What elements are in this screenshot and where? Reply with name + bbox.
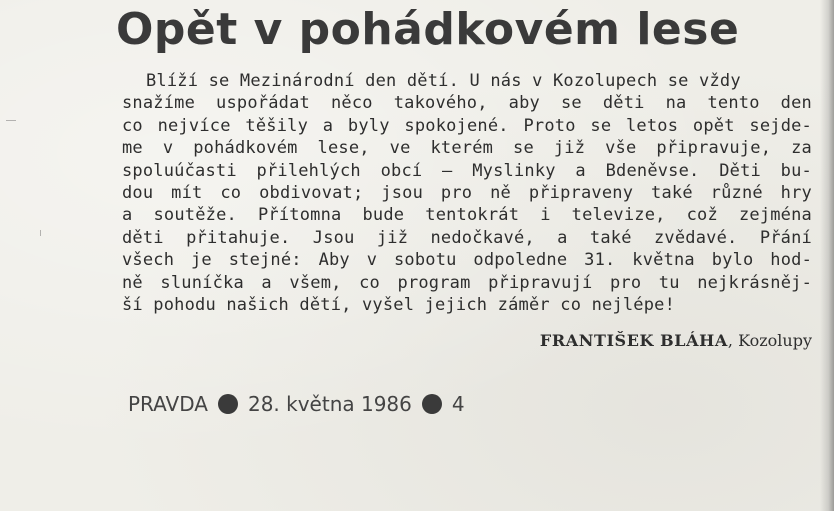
issue-date: 28. května 1986 — [247, 392, 412, 416]
body-line: a soutěže. Přítomna bude tentokrát i televize, což zejména — [122, 205, 812, 226]
article-byline — [540, 330, 812, 352]
scan-mark — [6, 120, 16, 121]
body-line: co nejvíce těšily a byly spokojené. Proto se letos opět sejde- — [122, 115, 812, 136]
body-line: ně sluníčka a všem, co program připravují pro tu nejkrásněj- — [122, 272, 812, 293]
newspaper-name: PRAVDA — [128, 392, 208, 416]
bullet-icon — [422, 394, 442, 414]
scan-mark — [40, 230, 41, 236]
newspaper-footer — [128, 390, 465, 418]
byline-place: , Kozolupy — [727, 331, 812, 350]
article-headline: Opět v pohádkovém lese — [116, 4, 740, 55]
body-line: dou mít co obdivovat; jsou pro ně připraveny také různé hry — [122, 182, 812, 203]
body-line: děti přitahuje. Jsou již nedočkavé, a také zvědavé. Přání — [122, 227, 812, 248]
byline-author: FRANTIŠEK BLÁHA — [539, 331, 728, 350]
body-line: všech je stejné: Aby v sobotu odpoledne 31. května bylo hod- — [122, 250, 812, 271]
body-line: spoluúčasti přilehlých obcí — Myslinky a Bdeněvse. Děti bu- — [122, 160, 812, 181]
page-number: 4 — [451, 392, 465, 416]
bullet-icon — [218, 394, 238, 414]
body-line: ší pohodu našich dětí, vyšel jejich záměr co nejlépe! — [122, 294, 676, 315]
body-line: Blíží se Mezinárodní den dětí. U nás v Kozolupech se vždy — [146, 71, 741, 91]
body-line: me v pohádkovém lese, ve kterém se již vše připravuje, za — [122, 138, 812, 159]
body-line: snažíme uspořádat něco takového, aby se děti na tento den — [122, 93, 812, 114]
article-body — [122, 70, 812, 316]
clipping-edge — [820, 0, 834, 511]
